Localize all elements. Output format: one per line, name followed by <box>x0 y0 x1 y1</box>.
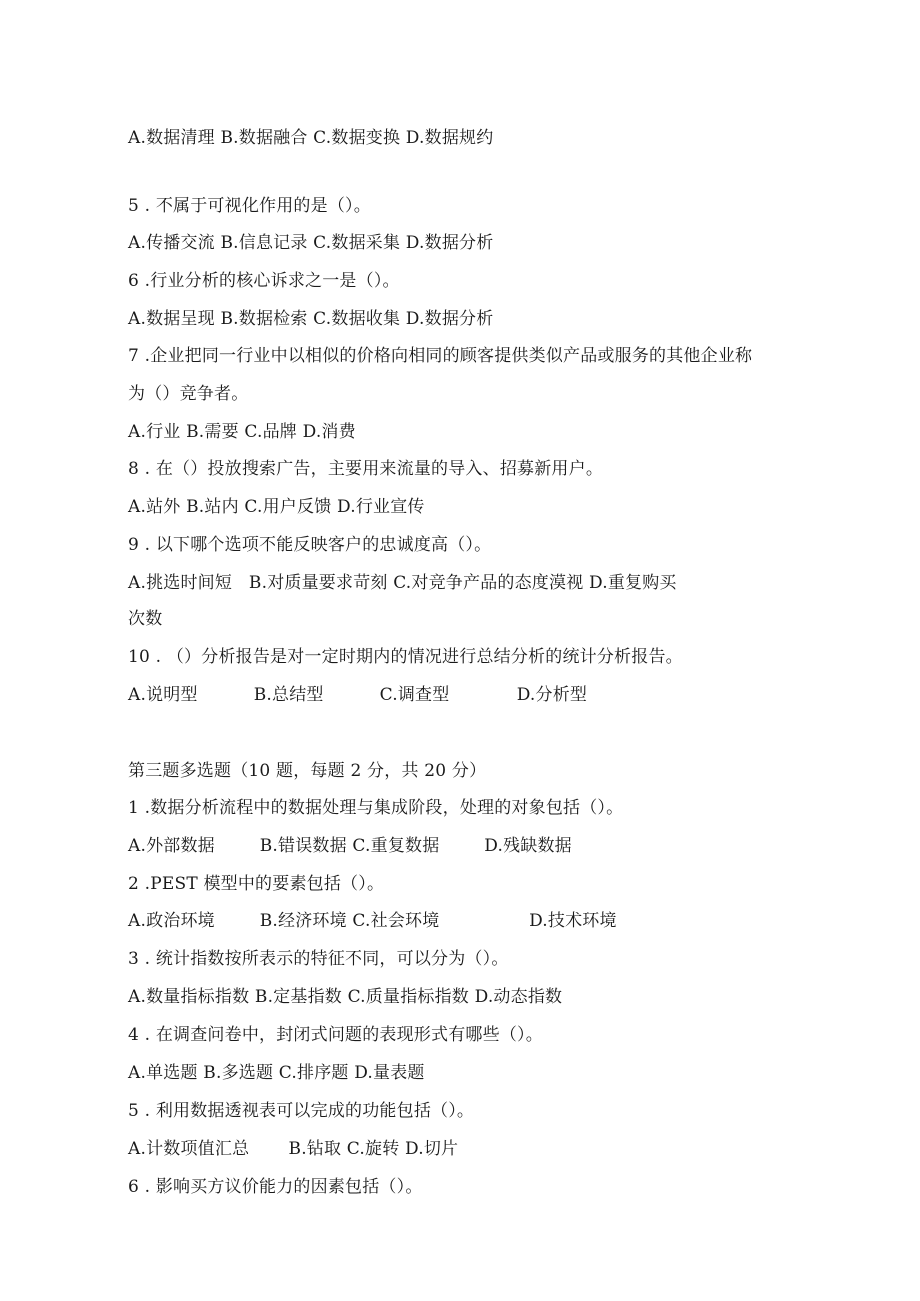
q6-options: A.数据呈现 B.数据检索 C.数据收集 D.数据分析 <box>128 309 494 329</box>
mq3-question: 3 . 统计指数按所表示的特征不同，可以分为（）。 <box>128 949 509 969</box>
mq2-question: 2 .PEST 模型中的要素包括（）。 <box>128 874 385 894</box>
section-heading: 第三题多选题（10 题，每题 2 分，共 20 分） <box>128 761 487 781</box>
q8-question: 8 . 在（）投放搜索广告，主要用来流量的导入、招募新用户。 <box>128 459 604 479</box>
mq4-options: A.单选题 B.多选题 C.排序题 D.量表题 <box>128 1063 425 1083</box>
q4-options: A.数据清理 B.数据融合 C.数据变换 D.数据规约 <box>128 128 494 148</box>
q10-question: 10 . （）分析报告是对一定时期内的情况进行总结分析的统计分析报告。 <box>128 647 683 667</box>
q8-options: A.站外 B.站内 C.用户反馈 D.行业宣传 <box>128 497 425 517</box>
q9-question: 9 . 以下哪个选项不能反映客户的忠诚度高（）。 <box>128 535 492 555</box>
mq5-question: 5 . 利用数据透视表可以完成的功能包括（）。 <box>128 1101 475 1121</box>
q7-question: 7 .企业把同一行业中以相似的价格向相同的顾客提供类似产品或服务的其他企业称 <box>128 346 753 366</box>
mq4-question: 4 . 在调查问卷中，封闭式问题的表现形式有哪些（）。 <box>128 1025 543 1045</box>
q5-question: 5 . 不属于可视化作用的是（）。 <box>128 196 371 216</box>
q7-question-cont: 为（）竞争者。 <box>128 384 249 404</box>
q9-options: A.挑选时间短 B.对质量要求苛刻 C.对竞争产品的态度漠视 D.重复购买 <box>128 573 677 593</box>
mq6-question: 6 . 影响买方议价能力的因素包括（）。 <box>128 1177 423 1197</box>
q5-options: A.传播交流 B.信息记录 C.数据采集 D.数据分析 <box>128 233 494 253</box>
mq2-options: A.政治环境 B.经济环境 C.社会环境 D.技术环境 <box>128 911 617 931</box>
q7-options: A.行业 B.需要 C.品牌 D.消费 <box>128 422 356 442</box>
mq3-options: A.数量指标指数 B.定基指数 C.质量指标指数 D.动态指数 <box>128 987 563 1007</box>
mq5-options: A.计数项值汇总 B.钻取 C.旋转 D.切片 <box>128 1139 459 1159</box>
q9-options-cont: 次数 <box>128 609 163 629</box>
q6-question: 6 .行业分析的核心诉求之一是（）。 <box>128 271 400 291</box>
mq1-options: A.外部数据 B.错误数据 C.重复数据 D.残缺数据 <box>128 836 572 856</box>
q10-options: A.说明型 B.总结型 C.调查型 D.分析型 <box>128 685 588 705</box>
mq1-question: 1 .数据分析流程中的数据处理与集成阶段，处理的对象包括（）。 <box>128 798 624 818</box>
